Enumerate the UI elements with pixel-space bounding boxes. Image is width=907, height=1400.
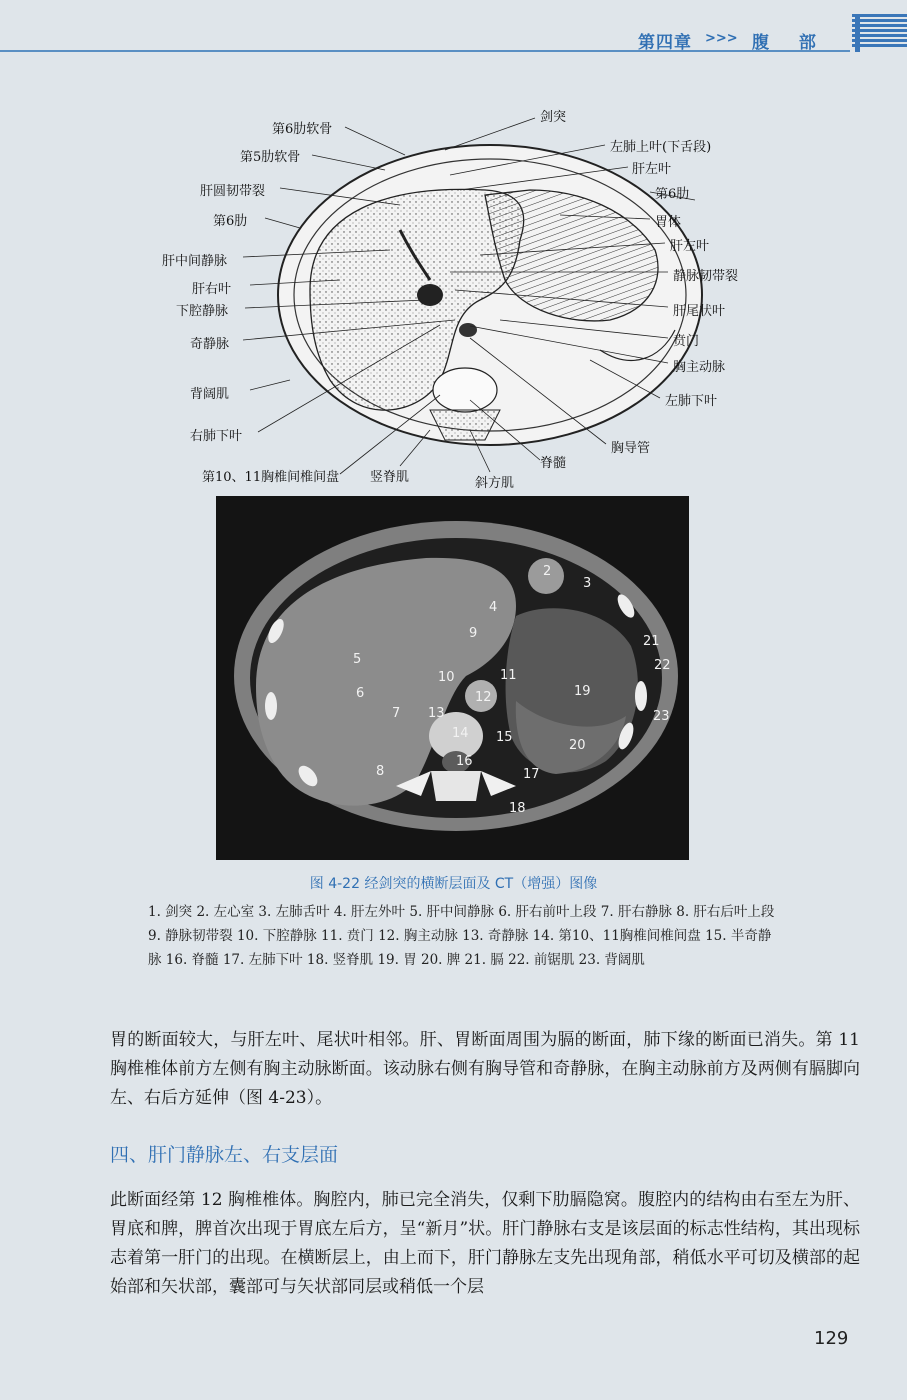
label-5th-costal-cartilage: 第5肋软骨: [240, 150, 301, 165]
ct-label-2: 2: [543, 564, 552, 579]
label-6th-costal-cartilage: 第6肋软骨: [272, 122, 333, 137]
label-ligamentum-teres-fissure: 肝圆韧带裂: [200, 184, 266, 199]
figure-caption: 图 4-22 经剑突的横断层面及 CT（增强）图像: [309, 876, 598, 892]
label-6th-rib-left: 第6肋: [213, 214, 248, 229]
label-spinal-cord: 脊髓: [540, 456, 567, 471]
label-erector-spinae: 竖脊肌: [370, 470, 410, 485]
header-section: 腹 部: [752, 33, 828, 53]
ct-label-21: 21: [643, 634, 660, 649]
label-azygos-vein: 奇静脉: [190, 337, 230, 352]
ct-label-22: 22: [654, 658, 671, 673]
label-intervertebral-disc: 第10、11胸椎间椎间盘: [202, 470, 340, 485]
label-left-upper-lung-lingula: 左肺上叶(下舌段): [610, 140, 712, 155]
ct-label-9: 9: [469, 626, 478, 641]
header-arrows: >>>: [705, 31, 738, 46]
body-paragraph-1: 胃的断面较大，与肝左叶、尾状叶相邻。肝、胃断面周围为膈的断面，肺下缘的断面已消失。第 11 胸椎椎体前方左侧有胸主动脉断面。该动脉右侧有胸导管和奇静脉，在胸主动脉前方及两侧有膈脚向左、右后方延伸（图 4-23）。: [110, 1030, 860, 1108]
ct-label-6: 6: [356, 686, 365, 701]
figure-legend: 1. 剑突 2. 左心室 3. 左肺舌叶 4. 肝左外叶 5. 肝中间静脉 6. 肝右前叶上段 7. 肝右静脉 8. 肝右后叶上段 9. 静脉韧带裂 10. 下腔静脉 11. 贲门 12. 胸主动脉 13. 奇静脉 14. 第10、11胸椎间椎间盘 15. 半奇静脉 16. 脊髓 17. 左肺下叶 18. 竖脊肌 19. 胃 20. 脾 21. 膈 22. 前锯肌 23. 背阔肌: [148, 904, 775, 968]
ct-label-20: 20: [569, 738, 586, 753]
ct-label-3: 3: [583, 576, 592, 591]
header-chapter: 第四章: [638, 33, 692, 53]
label-trapezius: 斜方肌: [475, 476, 515, 491]
label-inferior-vena-cava: 下腔静脉: [176, 304, 229, 319]
label-right-liver-lobe: 肝右叶: [192, 282, 232, 297]
ct-label-19: 19: [574, 684, 591, 699]
label-left-liver-lobe-2: 肝左叶: [670, 239, 710, 254]
label-left-liver-lobe-1: 肝左叶: [632, 162, 672, 177]
ct-label-8: 8: [376, 764, 385, 779]
label-right-lower-lung-lobe: 右肺下叶: [190, 429, 243, 444]
ct-label-4: 4: [489, 600, 498, 615]
ct-label-17: 17: [523, 767, 540, 782]
label-middle-hepatic-vein: 肝中间静脉: [162, 254, 228, 269]
ct-label-14: 14: [452, 726, 469, 741]
ct-label-23: 23: [653, 709, 670, 724]
label-xiphoid: 剑突: [540, 110, 567, 125]
label-6th-rib-right: 第6肋: [655, 187, 690, 202]
label-latissimus-dorsi: 背阔肌: [190, 387, 230, 402]
label-thoracic-aorta: 胸主动脉: [673, 360, 726, 375]
label-stomach-body: 胃体: [655, 215, 682, 230]
label-caudate-lobe: 肝尾状叶: [673, 304, 726, 319]
body-paragraph-2: 此断面经第 12 胸椎椎体。胸腔内，肺已完全消失，仅剩下肋膈隐窝。腹腔内的结构由右至左为肝、胃底和脾，脾首次出现于胃底左后方，呈“新月”状。肝门静脉右支是该层面的标志性结构，其出现标志着第一肝门的出现。在横断层上，由上而下，肝门静脉左支先出现角部，稍低水平可切及横部的起始部和矢状部，囊部可与矢状部同层或稍低一个层: [110, 1190, 861, 1297]
ct-label-18: 18: [509, 801, 526, 816]
ct-label-16: 16: [456, 754, 473, 769]
ct-label-12: 12: [475, 690, 492, 705]
label-ligamentum-venosum-fissure: 静脉韧带裂: [673, 269, 739, 284]
ct-image: [216, 496, 689, 860]
ct-label-5: 5: [353, 652, 362, 667]
section-heading: 四、肝门静脉左、右支层面: [110, 1144, 339, 1166]
label-cardia: 贲门: [673, 334, 700, 349]
page-number: 129: [814, 1328, 849, 1349]
ct-label-13: 13: [428, 706, 445, 721]
label-thoracic-duct: 胸导管: [611, 441, 651, 456]
leader-lines: [0, 0, 907, 560]
ct-label-7: 7: [392, 706, 401, 721]
ct-label-10: 10: [438, 670, 455, 685]
ct-label-11: 11: [500, 668, 517, 683]
label-left-lower-lung-lobe: 左肺下叶: [665, 394, 718, 409]
ct-label-15: 15: [496, 730, 513, 745]
